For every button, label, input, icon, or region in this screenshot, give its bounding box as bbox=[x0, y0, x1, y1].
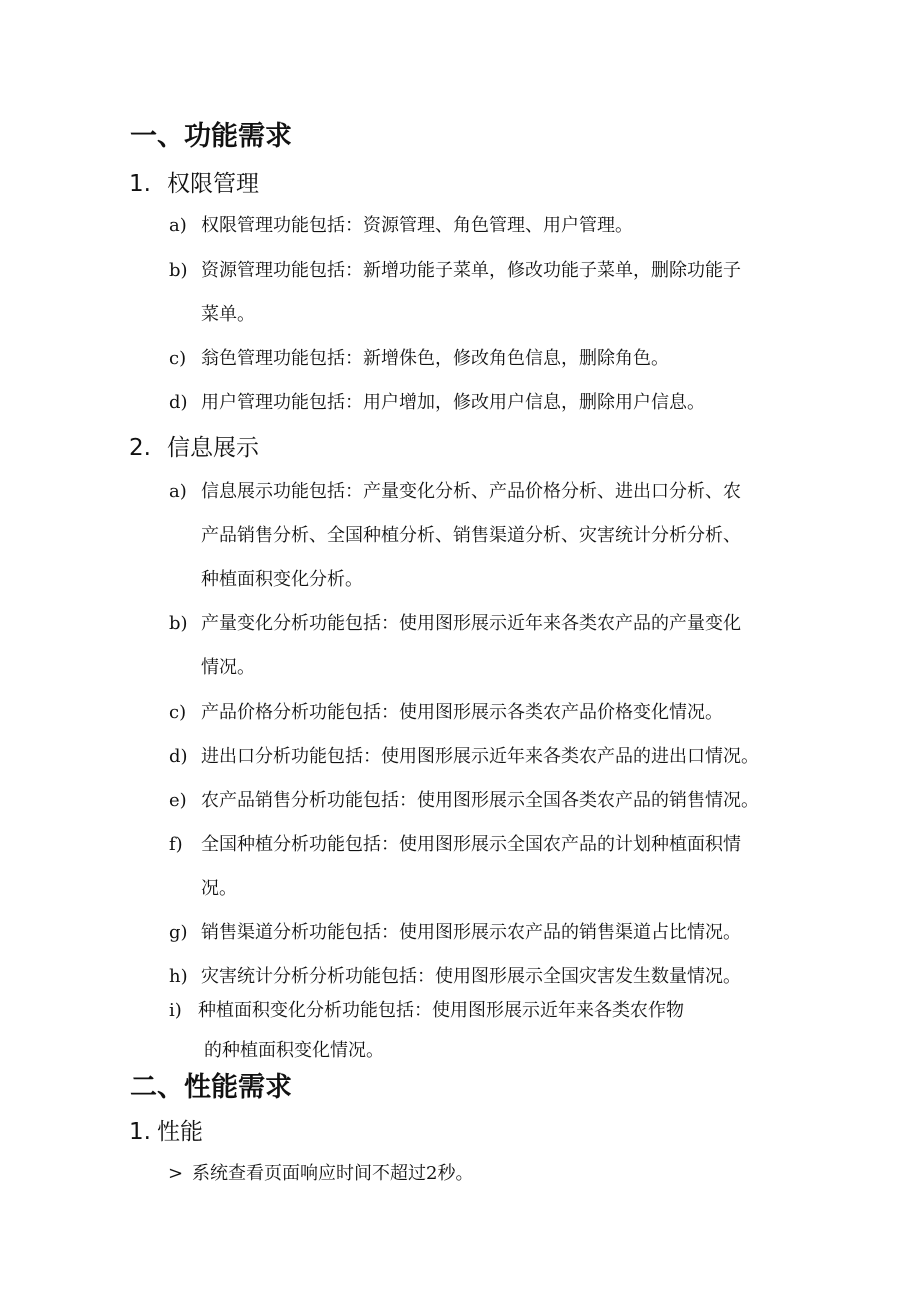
section-heading: 二、性能需求 bbox=[130, 1072, 292, 1103]
list-marker: i) bbox=[169, 1000, 182, 1021]
list-marker: d) bbox=[169, 392, 188, 413]
list-item-text: 灾害统计分析分析功能包括：使用图形展示全国灾害发生数量情况。 bbox=[201, 966, 741, 987]
list-item bbox=[169, 788, 759, 814]
list-marker: a) bbox=[169, 215, 187, 236]
list-item-text: 农产品销售分析功能包括：使用图形展示全国各类农产品的销售情况。 bbox=[201, 790, 759, 811]
subsection-title: 权限管理 bbox=[167, 171, 259, 197]
subsection-heading bbox=[129, 1117, 203, 1147]
list-marker: c) bbox=[169, 702, 187, 723]
list-item-text: 种植面积变化分析功能包括：使用图形展示近年来各类农作物 bbox=[198, 1000, 684, 1021]
list-item bbox=[169, 390, 705, 416]
list-item bbox=[169, 832, 741, 858]
list-item bbox=[169, 346, 669, 372]
subsection-number: 1. bbox=[129, 1119, 151, 1145]
list-marker: h) bbox=[169, 966, 188, 987]
list-marker: c) bbox=[169, 348, 187, 369]
list-marker: e) bbox=[169, 790, 187, 811]
list-marker: b) bbox=[169, 260, 188, 281]
list-item bbox=[169, 479, 741, 505]
list-marker: g) bbox=[169, 922, 188, 943]
list-item-continuation: 产品销售分析、全国种植分析、销售渠道分析、灾害统计分析分析、 bbox=[201, 525, 741, 546]
list-item bbox=[169, 744, 759, 770]
list-item bbox=[169, 920, 741, 946]
subsection-title: 信息展示 bbox=[167, 435, 259, 461]
list-item-text: 产品价格分析功能包括：使用图形展示各类农产品价格变化情况。 bbox=[201, 702, 723, 723]
list-item bbox=[169, 998, 684, 1024]
list-item-text: 翁色管理功能包括：新增侏色，修改角色信息，删除角色。 bbox=[201, 348, 669, 369]
list-item-text: 信息展示功能包括：产量变化分析、产品价格分析、进出口分析、农 bbox=[201, 481, 741, 502]
list-item-text: 系统查看页面响应时间不超过2秒。 bbox=[192, 1163, 474, 1184]
list-item-text: 进出口分析功能包括：使用图形展示近年来各类农产品的进出口情况。 bbox=[201, 746, 759, 767]
list-item bbox=[169, 213, 633, 239]
list-item-text: 销售渠道分析功能包括：使用图形展示农产品的销售渠道占比情况。 bbox=[201, 922, 741, 943]
list-item-continuation: 菜单。 bbox=[201, 304, 255, 325]
list-item-continuation: 况。 bbox=[201, 878, 237, 899]
list-item bbox=[169, 258, 741, 284]
list-item-text: 产量变化分析功能包括：使用图形展示近年来各类农产品的产量变化 bbox=[201, 613, 741, 634]
subsection-heading bbox=[129, 433, 259, 463]
list-marker: a) bbox=[169, 481, 187, 502]
list-item-text: 资源管理功能包括：新增功能子菜单，修改功能子菜单，删除功能子 bbox=[201, 260, 741, 281]
list-item bbox=[169, 964, 741, 990]
list-item bbox=[168, 1161, 473, 1187]
list-item bbox=[169, 611, 741, 637]
list-item-text: 权限管理功能包括：资源管理、角色管理、用户管理。 bbox=[201, 215, 633, 236]
subsection-number: 2. bbox=[129, 435, 151, 461]
subsection-heading bbox=[129, 169, 259, 199]
list-marker: d) bbox=[169, 746, 188, 767]
section-heading: 一、功能需求 bbox=[130, 121, 292, 152]
list-item-continuation: 情况。 bbox=[201, 657, 255, 678]
list-marker: b) bbox=[169, 613, 188, 634]
list-item-text: 全国种植分析功能包括：使用图形展示全国农产品的计划种植面积情 bbox=[201, 834, 741, 855]
list-item-text: 用户管理功能包括：用户增加，修改用户信息，删除用户信息。 bbox=[201, 392, 705, 413]
list-item-continuation: 的种植面积变化情况。 bbox=[204, 1040, 384, 1061]
subsection-title: 性能 bbox=[157, 1119, 203, 1145]
list-marker: f) bbox=[169, 834, 183, 855]
subsection-number: 1. bbox=[129, 171, 151, 197]
list-item bbox=[169, 700, 723, 726]
bullet-marker: > bbox=[168, 1163, 184, 1184]
list-item-continuation: 种植面积变化分析。 bbox=[201, 569, 363, 590]
